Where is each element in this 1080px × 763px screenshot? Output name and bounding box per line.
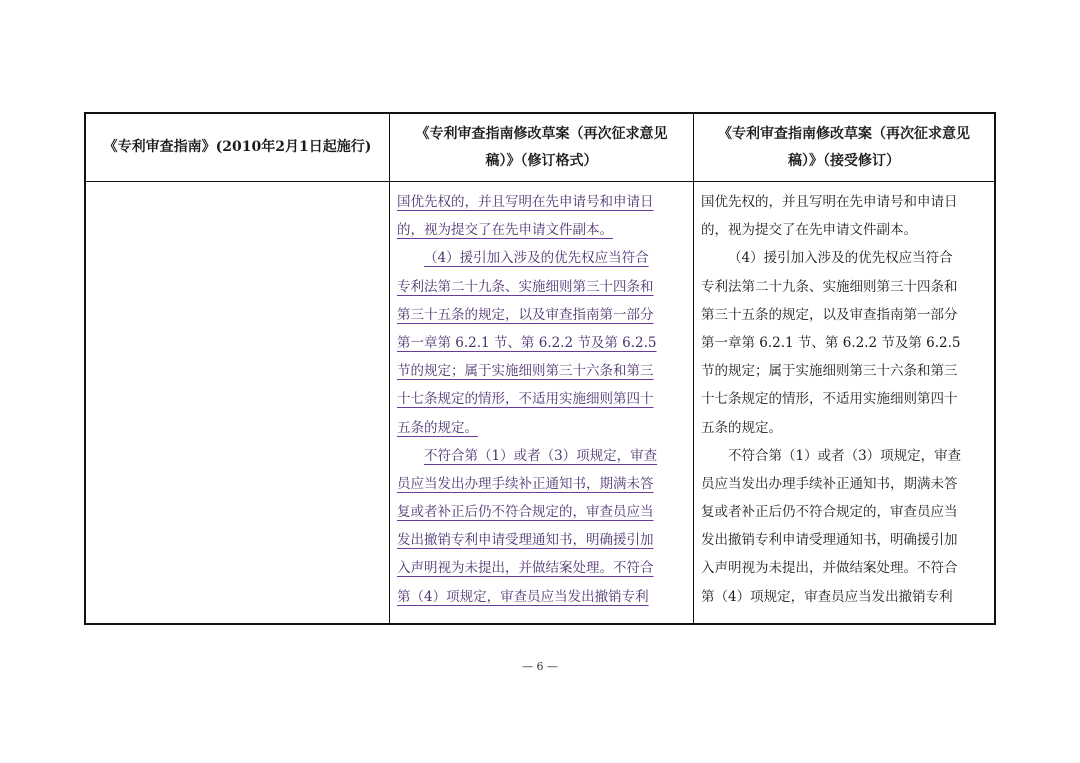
text-line: 国优先权的，并且写明在先申请号和申请日 bbox=[397, 194, 654, 210]
revision-text bbox=[390, 182, 693, 611]
text-line: 五条的规定。 bbox=[701, 419, 782, 436]
header-col3-line2: 稿）》（接受修订） bbox=[788, 152, 900, 169]
text-line: 十七条规定的情形，不适用实施细则第四十 bbox=[701, 391, 958, 408]
original-guideline-cell bbox=[86, 182, 390, 623]
text-line: 第三十五条的规定，以及审查指南第一部分 bbox=[701, 306, 958, 323]
header-revision-format bbox=[390, 114, 694, 181]
text-line: 第（4）项规定，审查员应当发出撤销专利 bbox=[701, 588, 953, 605]
text-line: 复或者补正后仍不符合规定的，审查员应当 bbox=[701, 504, 958, 521]
table-header-row bbox=[86, 114, 994, 182]
text-line: 第（4）项规定，审查员应当发出撤销专利 bbox=[397, 588, 649, 605]
text-line: 复或者补正后仍不符合规定的，审查员应当 bbox=[397, 504, 654, 521]
text-line: 的，视为提交了在先申请文件副本。 bbox=[397, 222, 613, 239]
header-original-guideline bbox=[86, 114, 390, 181]
text-line: 不符合第（1）或者（3）项规定，审查 bbox=[424, 447, 658, 464]
text-line: 入声明视为未提出，并做结案处理。不符合 bbox=[701, 560, 958, 577]
text-line: 十七条规定的情形，不适用实施细则第四十 bbox=[397, 391, 654, 408]
text-line: 节的规定；属于实施细则第三十六条和第三 bbox=[397, 363, 654, 380]
text-line: 第一章第 6.2.1 节、第 6.2.2 节及第 6.2.5 bbox=[397, 334, 657, 351]
page-number: — 6 — bbox=[522, 660, 558, 673]
header-col3-line1: 《专利审查指南修改草案（再次征求意见 bbox=[718, 125, 970, 142]
text-line: 员应当发出办理手续补正通知书，期满未答 bbox=[701, 475, 958, 492]
text-line: 国优先权的，并且写明在先申请号和申请日 bbox=[701, 194, 958, 210]
header-col1-text: 《专利审查指南》(2010年2月1日起施行) bbox=[103, 139, 372, 155]
header-col2-line1: 《专利审查指南修改草案（再次征求意见 bbox=[415, 125, 668, 142]
header-col2-line2: 稿）》（修订格式） bbox=[485, 152, 598, 169]
text-line: 五条的规定。 bbox=[397, 419, 478, 436]
text-line: 专利法第二十九条、实施细则第三十四条和 bbox=[397, 278, 654, 295]
text-line: 的，视为提交了在先申请文件副本。 bbox=[701, 222, 917, 239]
text-line: 发出撤销专利申请受理通知书，明确援引加 bbox=[701, 532, 958, 549]
text-line: 第三十五条的规定，以及审查指南第一部分 bbox=[397, 306, 654, 323]
text-line: （4）援引加入涉及的优先权应当符合 bbox=[424, 250, 649, 267]
text-line: （4）援引加入涉及的优先权应当符合 bbox=[728, 250, 953, 267]
text-line: 员应当发出办理手续补正通知书，期满未答 bbox=[397, 475, 654, 492]
text-line: 发出撤销专利申请受理通知书，明确援引加 bbox=[397, 532, 654, 549]
revision-format-cell bbox=[390, 182, 694, 623]
accepted-text bbox=[694, 182, 994, 611]
header-accepted-revision bbox=[694, 114, 994, 181]
table-body-row bbox=[86, 182, 994, 623]
text-line: 入声明视为未提出，并做结案处理。不符合 bbox=[397, 560, 654, 577]
comparison-table bbox=[84, 112, 996, 625]
text-line: 专利法第二十九条、实施细则第三十四条和 bbox=[701, 278, 958, 295]
text-line: 不符合第（1）或者（3）项规定，审查 bbox=[728, 447, 962, 464]
text-line: 第一章第 6.2.1 节、第 6.2.2 节及第 6.2.5 bbox=[701, 334, 961, 351]
text-line: 节的规定；属于实施细则第三十六条和第三 bbox=[701, 363, 958, 380]
accepted-revision-cell bbox=[694, 182, 994, 623]
